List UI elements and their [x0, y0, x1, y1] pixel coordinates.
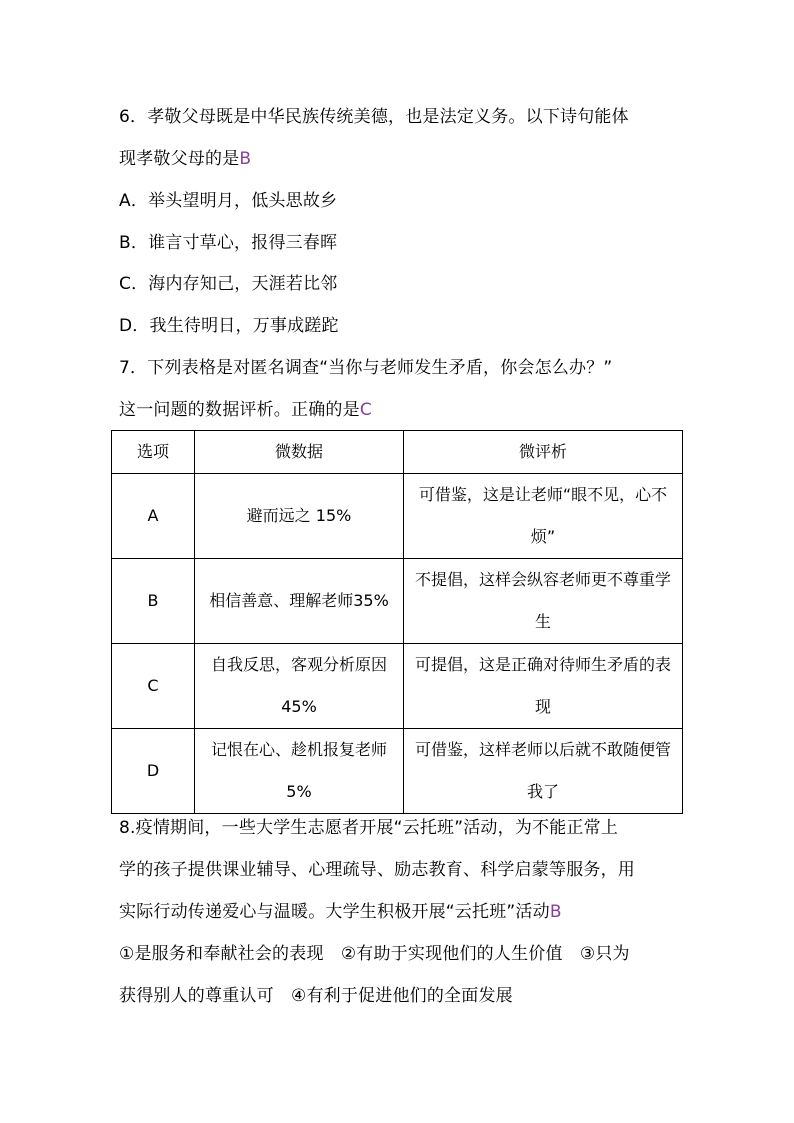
table-header-row [112, 431, 683, 474]
row-option: B [112, 559, 195, 644]
q8-stem-text: 实际行动传递爱心与温暖。大学生积极开展“云托班”活动 [119, 902, 550, 922]
q8-choices-line-2: 获得别人的尊重认可 ④有利于促进他们的全面发展 [119, 986, 513, 1006]
table-row [112, 644, 683, 729]
row-option: D [112, 729, 195, 814]
q8-stem-line-3 [119, 902, 562, 922]
q8-stem-line-1: 8.疫情期间，一些大学生志愿者开展“云托班”活动，为不能正常上 [119, 818, 619, 838]
row-eval: 可借鉴，这是让老师“眼不见，心不烦” [404, 474, 683, 559]
q7-answer: C [359, 400, 372, 420]
table-row [112, 729, 683, 814]
q6-option-b: B．谁言寸草心，报得三春晖 [119, 233, 338, 253]
q6-option-d: D．我生待明日，万事成蹉跎 [119, 316, 339, 336]
table-row [112, 474, 683, 559]
table-row [112, 559, 683, 644]
row-eval: 不提倡，这样会纵容老师更不尊重学生 [404, 559, 683, 644]
row-data: 避而远之 15% [195, 474, 404, 559]
q7-stem-line-1: 7．下列表格是对匿名调查“当你与老师发生矛盾，你会怎么办？” [119, 358, 613, 378]
row-data: 自我反思，客观分析原因 45% [195, 644, 404, 729]
header-eval: 微评析 [404, 431, 683, 474]
q6-answer: B [239, 149, 252, 169]
row-data: 相信善意、理解老师35% [195, 559, 404, 644]
q6-stem-line-2 [119, 149, 251, 169]
q8-stem-line-2: 学的孩子提供课业辅导、心理疏导、励志教育、科学启蒙等服务，用 [119, 860, 635, 880]
q6-stem-text: 现孝敬父母的是 [119, 149, 240, 169]
survey-table [111, 430, 683, 814]
q6-option-c: C．海内存知己，天涯若比邻 [119, 274, 338, 294]
q7-stem-line-2 [119, 400, 372, 420]
row-option: C [112, 644, 195, 729]
row-eval: 可提倡，这是正确对待师生矛盾的表现 [404, 644, 683, 729]
q6-stem-line-1: 6．孝敬父母既是中华民族传统美德，也是法定义务。以下诗句能体 [119, 107, 629, 127]
header-option: 选项 [112, 431, 195, 474]
q6-option-a: A．举头望明月，低头思故乡 [119, 191, 338, 211]
row-eval: 可借鉴，这样老师以后就不敢随便管我了 [404, 729, 683, 814]
q7-stem-text: 这一问题的数据评析。正确的是 [119, 400, 360, 420]
header-data: 微数据 [195, 431, 404, 474]
q8-answer: B [549, 902, 562, 922]
row-option: A [112, 474, 195, 559]
q8-choices-line-1: ①是服务和奉献社会的表现 ②有助于实现他们的人生价值 ③只为 [119, 944, 630, 964]
row-data: 记恨在心、趁机报复老师 5% [195, 729, 404, 814]
